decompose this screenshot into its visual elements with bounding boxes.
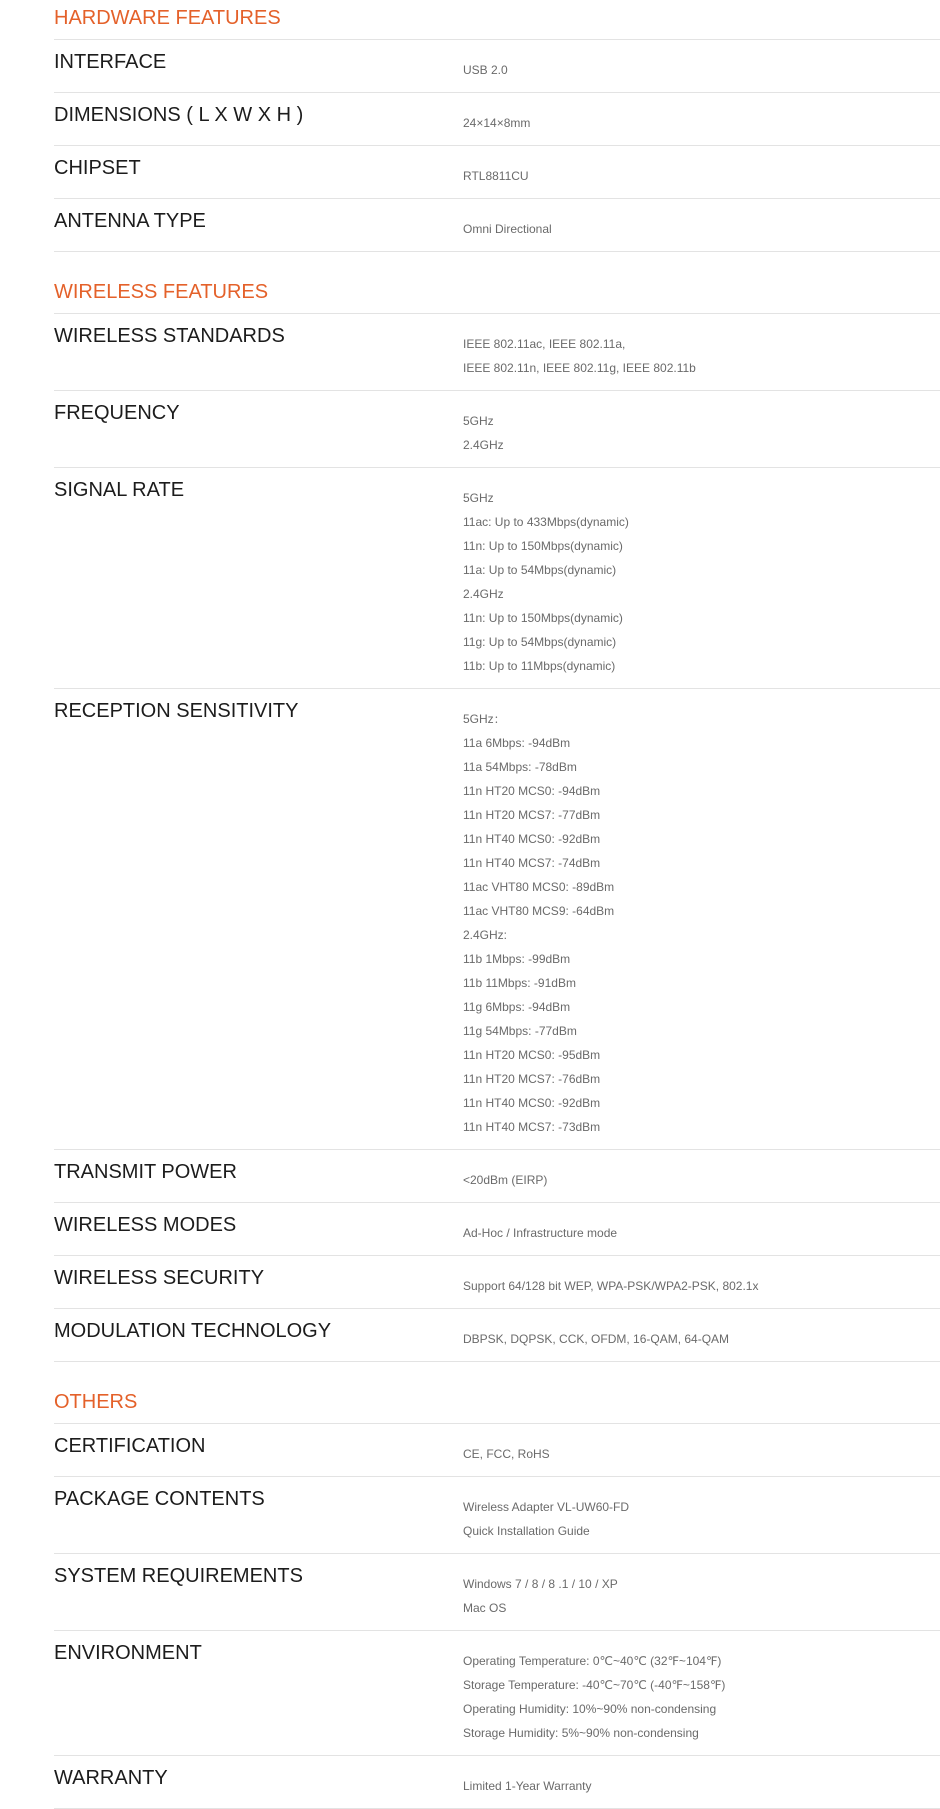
- spec-value-line: 11ac VHT80 MCS0: -89dBm: [463, 880, 615, 894]
- spec-values: [463, 1211, 940, 1245]
- spec-values: [463, 1639, 940, 1745]
- spec-label: RECEPTION SENSITIVITY: [54, 700, 299, 722]
- spec-values: [463, 1317, 940, 1351]
- spec-row: [54, 391, 940, 468]
- section-title: WIRELESS FEATURES: [54, 274, 940, 314]
- spec-value-line: 11ac: Up to 433Mbps(dynamic): [463, 515, 629, 529]
- spec-value-line: Storage Temperature: -40℃~70℃ (-40℉~158℉): [463, 1678, 726, 1692]
- spec-value-line: 11g: Up to 54Mbps(dynamic): [463, 635, 617, 649]
- section-title: HARDWARE FEATURES: [54, 0, 940, 40]
- spec-value-line: 2.4GHz:: [463, 928, 508, 942]
- spec-value-line: 24×14×8mm: [463, 116, 531, 130]
- spec-row: [54, 1424, 940, 1477]
- spec-value-line: 11b 1Mbps: -99dBm: [463, 952, 571, 966]
- spec-value-line: 5GHz: [463, 414, 494, 428]
- spec-value-line: 11n: Up to 150Mbps(dynamic): [463, 539, 623, 553]
- spec-value-line: 11n HT40 MCS7: -73dBm: [463, 1120, 601, 1134]
- spec-value-line: 11a: Up to 54Mbps(dynamic): [463, 563, 617, 577]
- spec-row: [54, 1309, 940, 1362]
- spec-value-line: 11g 54Mbps: -77dBm: [463, 1024, 577, 1038]
- spec-row: [54, 314, 940, 391]
- spec-values: [463, 697, 940, 1139]
- spec-label: TRANSMIT POWER: [54, 1161, 237, 1183]
- spec-values: [463, 1432, 940, 1466]
- spec-label: DIMENSIONS ( L X W X H ): [54, 104, 304, 126]
- spec-values: [463, 207, 940, 241]
- spec-label: PACKAGE CONTENTS: [54, 1488, 265, 1510]
- spec-row: [54, 689, 940, 1150]
- spec-value-line: IEEE 802.11ac, IEEE 802.11a,: [463, 337, 626, 351]
- spec-label: CERTIFICATION: [54, 1435, 206, 1457]
- spec-value-line: 11n: Up to 150Mbps(dynamic): [463, 611, 623, 625]
- spec-label: ENVIRONMENT: [54, 1642, 202, 1664]
- spec-value-line: Wireless Adapter VL-UW60-FD: [463, 1500, 630, 1514]
- spec-value-line: 11n HT40 MCS7: -74dBm: [463, 856, 601, 870]
- spec-values: [463, 1264, 940, 1298]
- spec-value-line: Quick Installation Guide: [463, 1524, 590, 1538]
- spec-value-line: 11n HT20 MCS0: -95dBm: [463, 1048, 601, 1062]
- spec-value-line: Operating Humidity: 10%~90% non-condensing: [463, 1702, 717, 1716]
- section-title: OTHERS: [54, 1384, 940, 1424]
- spec-row: [54, 1631, 940, 1756]
- spec-row: [54, 1756, 940, 1809]
- spec-values: [463, 101, 940, 135]
- spec-value-line: Operating Temperature: 0℃~40℃ (32℉~104℉): [463, 1654, 722, 1668]
- spec-label: WIRELESS MODES: [54, 1214, 237, 1236]
- spec-row: [54, 1203, 940, 1256]
- spec-values: [463, 1158, 940, 1192]
- spec-label: SIGNAL RATE: [54, 479, 185, 501]
- spec-label: WIRELESS STANDARDS: [54, 325, 285, 347]
- spec-value-line: 11b: Up to 11Mbps(dynamic): [463, 659, 616, 673]
- spec-values: [463, 154, 940, 188]
- spec-row: [54, 468, 940, 689]
- spec-value-line: 5GHz：: [463, 712, 506, 726]
- spec-value-line: Omni Directional: [463, 222, 552, 236]
- spec-value-line: Mac OS: [463, 1601, 507, 1615]
- spec-value-line: 11n HT40 MCS0: -92dBm: [463, 1096, 601, 1110]
- spec-label: FREQUENCY: [54, 402, 180, 424]
- spec-value-line: 11n HT20 MCS7: -77dBm: [463, 808, 601, 822]
- spec-value-line: 11a 54Mbps: -78dBm: [463, 760, 577, 774]
- spec-value-line: DBPSK, DQPSK, CCK, OFDM, 16-QAM, 64-QAM: [463, 1332, 730, 1346]
- spec-values: [463, 1485, 940, 1543]
- spec-label: CHIPSET: [54, 157, 141, 179]
- spec-value-line: 11b 11Mbps: -91dBm: [463, 976, 576, 990]
- spec-value-line: 5GHz: [463, 491, 494, 505]
- spec-value-line: 11ac VHT80 MCS9: -64dBm: [463, 904, 615, 918]
- spec-row: [54, 1477, 940, 1554]
- spec-values: [463, 48, 940, 82]
- spec-row: [54, 1256, 940, 1309]
- spec-values: [463, 476, 940, 678]
- spec-value-line: 11n HT20 MCS7: -76dBm: [463, 1072, 601, 1086]
- spec-value-line: 11n HT40 MCS0: -92dBm: [463, 832, 601, 846]
- spec-values: [463, 1562, 940, 1620]
- spec-value-line: IEEE 802.11n, IEEE 802.11g, IEEE 802.11b: [463, 361, 696, 375]
- spec-value-line: USB 2.0: [463, 63, 508, 77]
- spec-values: [463, 322, 940, 380]
- spec-value-line: 11g 6Mbps: -94dBm: [463, 1000, 571, 1014]
- spec-value-line: 11n HT20 MCS0: -94dBm: [463, 784, 601, 798]
- spec-label: SYSTEM REQUIREMENTS: [54, 1565, 303, 1587]
- spec-row: [54, 1554, 940, 1631]
- spec-values: [463, 399, 940, 457]
- spec-value-line: RTL8811CU: [463, 169, 529, 183]
- spec-row: [54, 1150, 940, 1203]
- spec-value-line: Support 64/128 bit WEP, WPA-PSK/WPA2-PSK, 802.1x: [463, 1279, 759, 1293]
- spec-row: [54, 40, 940, 93]
- spec-row: [54, 93, 940, 146]
- spec-value-line: CE, FCC, RoHS: [463, 1447, 550, 1461]
- spec-value-line: <20dBm (EIRP): [463, 1173, 548, 1187]
- spec-value-line: Limited 1-Year Warranty: [463, 1779, 592, 1793]
- spec-value-line: Ad-Hoc / Infrastructure mode: [463, 1226, 618, 1240]
- spec-label: ANTENNA TYPE: [54, 210, 206, 232]
- spec-label: WARRANTY: [54, 1767, 168, 1789]
- spec-label: MODULATION TECHNOLOGY: [54, 1320, 332, 1342]
- spec-row: [54, 146, 940, 199]
- spec-value-line: 2.4GHz: [463, 438, 504, 452]
- spec-value-line: 11a 6Mbps: -94dBm: [463, 736, 571, 750]
- spec-label: WIRELESS SECURITY: [54, 1267, 265, 1289]
- spec-row: [54, 199, 940, 252]
- spec-label: INTERFACE: [54, 51, 167, 73]
- spec-value-line: 2.4GHz: [463, 587, 504, 601]
- spec-value-line: Storage Humidity: 5%~90% non-condensing: [463, 1726, 699, 1740]
- spec-value-line: Windows 7 / 8 / 8 .1 / 10 / XP: [463, 1577, 618, 1591]
- spec-values: [463, 1764, 940, 1798]
